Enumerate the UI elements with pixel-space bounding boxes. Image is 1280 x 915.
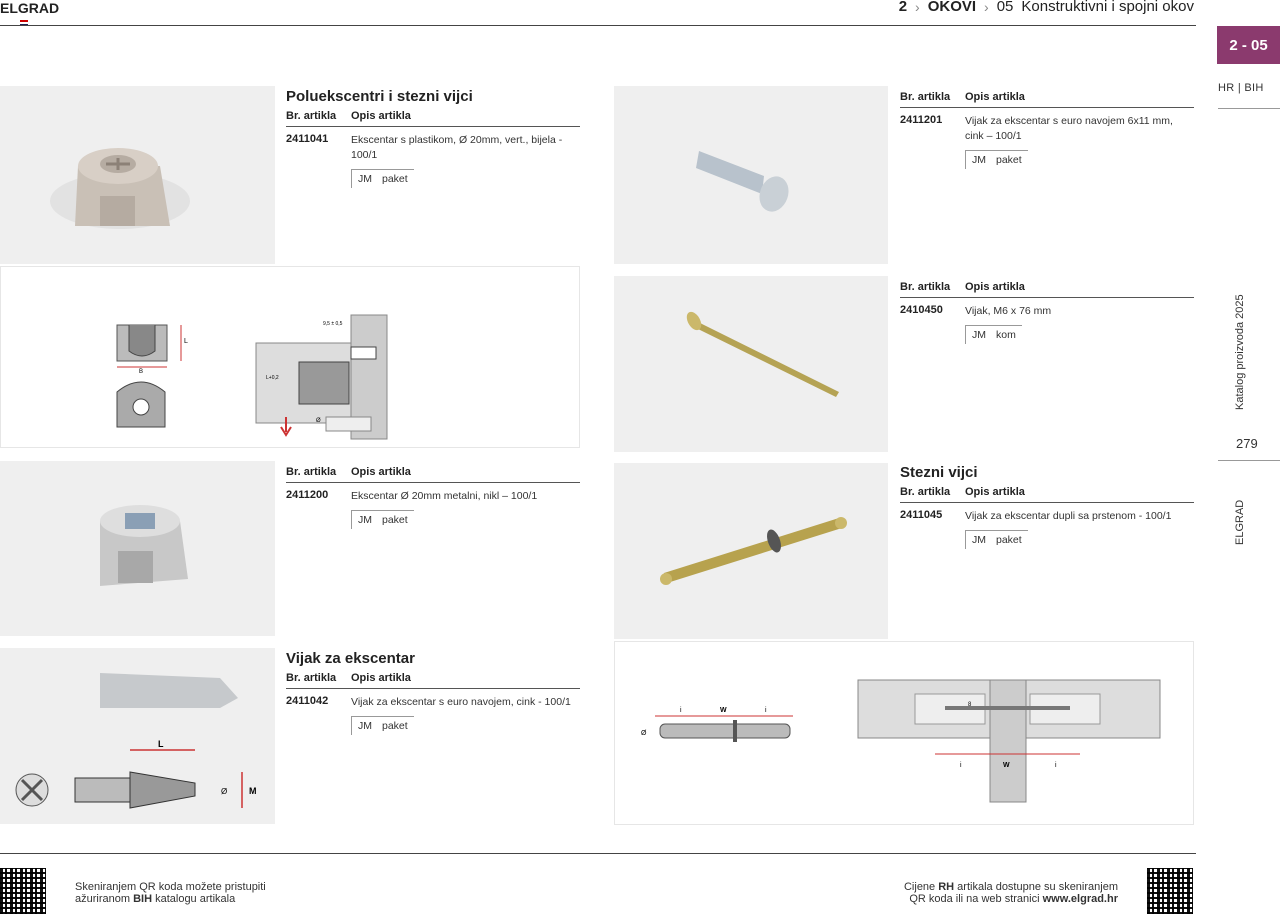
- dim-B: B: [139, 369, 144, 375]
- dim-i: i: [960, 762, 962, 769]
- dim-i: i: [680, 707, 682, 714]
- table-row: [900, 114, 1194, 144]
- eccentric-metal-image: [0, 461, 275, 636]
- unit-box: [965, 530, 1028, 549]
- table-row: [900, 304, 1194, 319]
- col-desc: Opis artikla: [965, 281, 1025, 293]
- footer-left-line2: ažuriranom BIH katalogu artikala: [75, 893, 236, 905]
- col-code: Br. artikla: [900, 486, 951, 498]
- dim-8: 8: [968, 702, 972, 708]
- unit-label: JM: [358, 173, 372, 185]
- article-desc: Ekscentar Ø 20mm metalni, nikl – 100/1: [351, 490, 538, 502]
- table-header: [286, 110, 580, 122]
- footer-right-line2: QR koda ili na web stranici www.elgrad.hr: [909, 893, 1118, 905]
- dim-M: M: [249, 786, 257, 796]
- table-row: [900, 509, 1194, 524]
- language-label: HR | BIH: [1218, 82, 1264, 94]
- crumb-chapter: 2: [898, 0, 908, 15]
- eccentric-plastic-image: [0, 86, 275, 264]
- euro-screw-image: [614, 86, 888, 264]
- unit-box: [965, 325, 1022, 344]
- product-block-2411201: [900, 91, 1194, 169]
- screw-diagram-image: [0, 648, 275, 824]
- article-code: 2411041: [286, 133, 329, 145]
- qr-code-bih[interactable]: [0, 868, 46, 914]
- diagram-2411041: [0, 266, 580, 448]
- product-image-2411045: [614, 463, 888, 639]
- footer-right-text: [904, 881, 1118, 905]
- unit-box: [965, 150, 1028, 169]
- table-header: [900, 281, 1194, 293]
- dim-phi: Ø: [316, 418, 321, 424]
- col-code: Br. artikla: [900, 281, 951, 293]
- unit-label: JM: [358, 514, 372, 526]
- table-divider: [286, 482, 580, 483]
- col-desc: Opis artikla: [351, 672, 411, 684]
- dim-L: L: [184, 338, 188, 345]
- dim-95: 9,5 ± 0,5: [323, 321, 343, 327]
- brand-logo: ELGRAD: [0, 0, 60, 16]
- website-link[interactable]: www.elgrad.hr: [1042, 893, 1118, 905]
- article-code: 2411201: [900, 114, 943, 126]
- catalog-label: Katalog proizvoda 2025: [1234, 294, 1246, 410]
- footer-left-text: [75, 881, 266, 905]
- unit-value: paket: [996, 154, 1022, 166]
- product-image-2411042: [0, 648, 275, 824]
- product-block-2410450: [900, 281, 1194, 344]
- product-title: Vijak za ekscentar: [286, 650, 415, 667]
- col-code: Br. artikla: [286, 672, 337, 684]
- article-desc: Vijak za ekscentar s euro navojem, cink - 100/1: [351, 696, 571, 708]
- unit-value: paket: [996, 534, 1022, 546]
- side-divider: [1218, 108, 1280, 109]
- table-divider: [900, 297, 1194, 298]
- footer-divider: [0, 853, 1196, 854]
- table-header: [900, 486, 1194, 498]
- unit-value: kom: [996, 329, 1016, 341]
- unit-label: JM: [972, 534, 986, 546]
- technical-drawing: [615, 642, 1193, 824]
- col-desc: Opis artikla: [965, 91, 1025, 103]
- table-divider: [900, 107, 1194, 108]
- dim-phi: Ø: [221, 787, 228, 796]
- article-desc: Vijak za ekscentar s euro navojem 6x11 mm, cink – 100/1: [965, 115, 1173, 142]
- table-divider: [900, 502, 1194, 503]
- table-header: [286, 466, 580, 478]
- product-image-2411201: [614, 86, 888, 264]
- article-desc: Vijak za ekscentar dupli sa prstenom - 100/1: [965, 510, 1172, 522]
- product-block-2411041: [286, 88, 580, 188]
- product-block-2411045: [900, 464, 1194, 549]
- unit-value: paket: [382, 173, 408, 185]
- diagram-2411045: [614, 641, 1194, 825]
- unit-label: JM: [972, 154, 986, 166]
- side-brand: ELGRAD: [1234, 499, 1246, 545]
- product-image-2411041: [0, 86, 275, 264]
- product-image-2411200: [0, 461, 275, 636]
- side-divider: [1218, 460, 1280, 461]
- table-row: [286, 695, 580, 710]
- crumb-section: OKOVI: [927, 0, 977, 15]
- col-code: Br. artikla: [900, 91, 951, 103]
- header-divider: [0, 25, 1196, 26]
- page-number: 279: [1236, 436, 1258, 451]
- footer-right-line1: Cijene RH artikala dostupne su skeniranjem: [903, 881, 1118, 893]
- col-desc: Opis artikla: [351, 110, 411, 122]
- dim-i: i: [765, 707, 767, 714]
- product-title: Poluekscentri i stezni vijci: [286, 88, 473, 105]
- unit-label: JM: [972, 329, 986, 341]
- article-code: 2411042: [286, 695, 329, 707]
- unit-box: [351, 716, 414, 735]
- article-code: 2411045: [900, 509, 943, 521]
- section-tab: 2 - 05: [1217, 26, 1280, 64]
- col-code: Br. artikla: [286, 466, 337, 478]
- unit-label: JM: [358, 720, 372, 732]
- table-header: [286, 672, 580, 684]
- technical-drawing: [1, 267, 579, 447]
- table-row: [286, 133, 580, 163]
- chevron-right-icon: ›: [984, 0, 989, 15]
- product-title: Stezni vijci: [900, 464, 978, 481]
- product-block-2411042: [286, 650, 580, 735]
- table-divider: [286, 688, 580, 689]
- chevron-right-icon: ›: [915, 0, 920, 15]
- col-desc: Opis artikla: [351, 466, 411, 478]
- unit-box: [351, 510, 414, 529]
- article-code: 2410450: [900, 304, 943, 316]
- unit-value: paket: [382, 720, 408, 732]
- dim-L: L: [158, 739, 164, 749]
- table-row: [286, 489, 580, 504]
- dim-W: W: [1003, 762, 1010, 769]
- col-desc: Opis artikla: [965, 486, 1025, 498]
- article-code: 2411200: [286, 489, 329, 501]
- dim-phi: Ø: [641, 730, 647, 737]
- table-header: [900, 91, 1194, 103]
- dim-L02: L+0,2: [266, 375, 279, 381]
- breadcrumb: [899, 0, 1194, 15]
- dim-i: i: [1055, 762, 1057, 769]
- product-image-2410450: [614, 276, 888, 452]
- qr-code-rh[interactable]: [1147, 868, 1193, 914]
- article-desc: Vijak, M6 x 76 mm: [965, 305, 1052, 317]
- product-block-2411200: [286, 466, 580, 529]
- double-screw-image: [614, 463, 888, 639]
- long-screw-image: [614, 276, 888, 452]
- dim-W: W: [720, 707, 727, 714]
- unit-box: [351, 169, 414, 188]
- col-code: Br. artikla: [286, 110, 337, 122]
- crumb-sub-num: 05: [996, 0, 1014, 15]
- footer-left-line1: Skeniranjem QR koda možete pristupiti: [75, 881, 266, 893]
- table-divider: [286, 126, 580, 127]
- crumb-sub-title: Konstruktivni i spojni okov: [1021, 0, 1194, 15]
- unit-value: paket: [382, 514, 408, 526]
- article-desc: Ekscentar s plastikom, Ø 20mm, vert., bijela - 100/1: [351, 134, 563, 161]
